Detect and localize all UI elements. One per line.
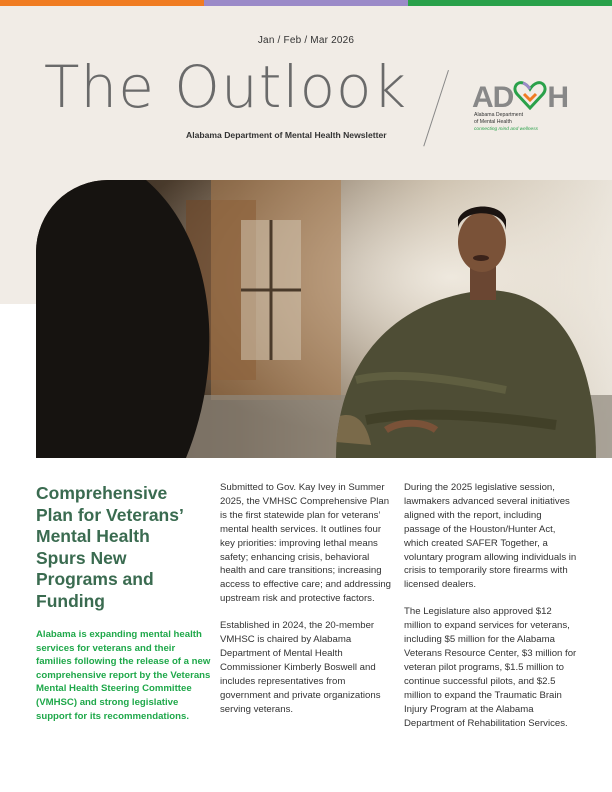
admh-logo — [472, 70, 582, 138]
article-paragraph: Established in 2024, the 20-member VMHSC is chaired by Alabama Department of Mental Health Commissioner Kimberly Boswell and includes representatives from government and private organizations serving veterans. — [220, 620, 381, 715]
logo-tagline: connecting mind and wellness — [474, 127, 538, 132]
newsletter-title: The Outlook — [44, 53, 408, 121]
newsletter-subtitle: Alabama Department of Mental Health Newsletter — [186, 130, 387, 140]
article-column-2 — [220, 481, 395, 717]
article-paragraph: Submitted to Gov. Kay Ivey in Summer 2025, the VMHSC Comprehensive Plan is the first statewide plan for veterans’ mental health services. It outlines four key priorities: improving lethal means safety; enhancing crisis, behavioral health and care transitions; increasing access to effective care; and addressing upstream risk and protective factors. — [220, 482, 392, 605]
article-column-3 — [404, 481, 579, 730]
heart-icon — [513, 80, 547, 110]
issue-date: Jan / Feb / Mar 2026 — [257, 35, 355, 46]
photo-veteran-speaking — [36, 180, 612, 458]
cover-photo — [36, 180, 612, 458]
logo-letter-h: H — [547, 81, 569, 114]
logo-name-line1: Alabama Department — [474, 112, 524, 118]
article-paragraph: During the 2025 legislative session, lawmakers advanced several initiatives aligned with the report, including passage of the Houston/Hunter Act, which created SAFER Together, a voluntary program allowing individuals in crisis to temporarily store firearms with licensed dealers. — [404, 482, 577, 591]
logo-name-line2: of Mental Health — [474, 118, 512, 125]
article-paragraph: The Legislature also approved $12 million to expand services for veterans, including $5 million for the Alabama Veterans Resource Center, $3 million for veteran pilot programs, $1.5 million to continue successful pilots, and $2.5 million to expand the Traumatic Brain Injury Program at the Alabama Department of Rehabilitation Services. — [404, 606, 577, 729]
article-headline: Comprehensive Plan for Veterans’ Mental Health Spurs New Programs and Funding — [36, 483, 183, 611]
logo-letters-ad: AD — [472, 81, 514, 114]
logo-department-name — [474, 112, 564, 125]
article-lede: Alabama is expanding mental health services for veterans and their families following the release of a new comprehensive report by the Veterans Mental Health Steering Committee (VMHSC) and strong legislative support for its recommendations. — [36, 629, 211, 722]
logo-wordmark — [472, 80, 568, 115]
